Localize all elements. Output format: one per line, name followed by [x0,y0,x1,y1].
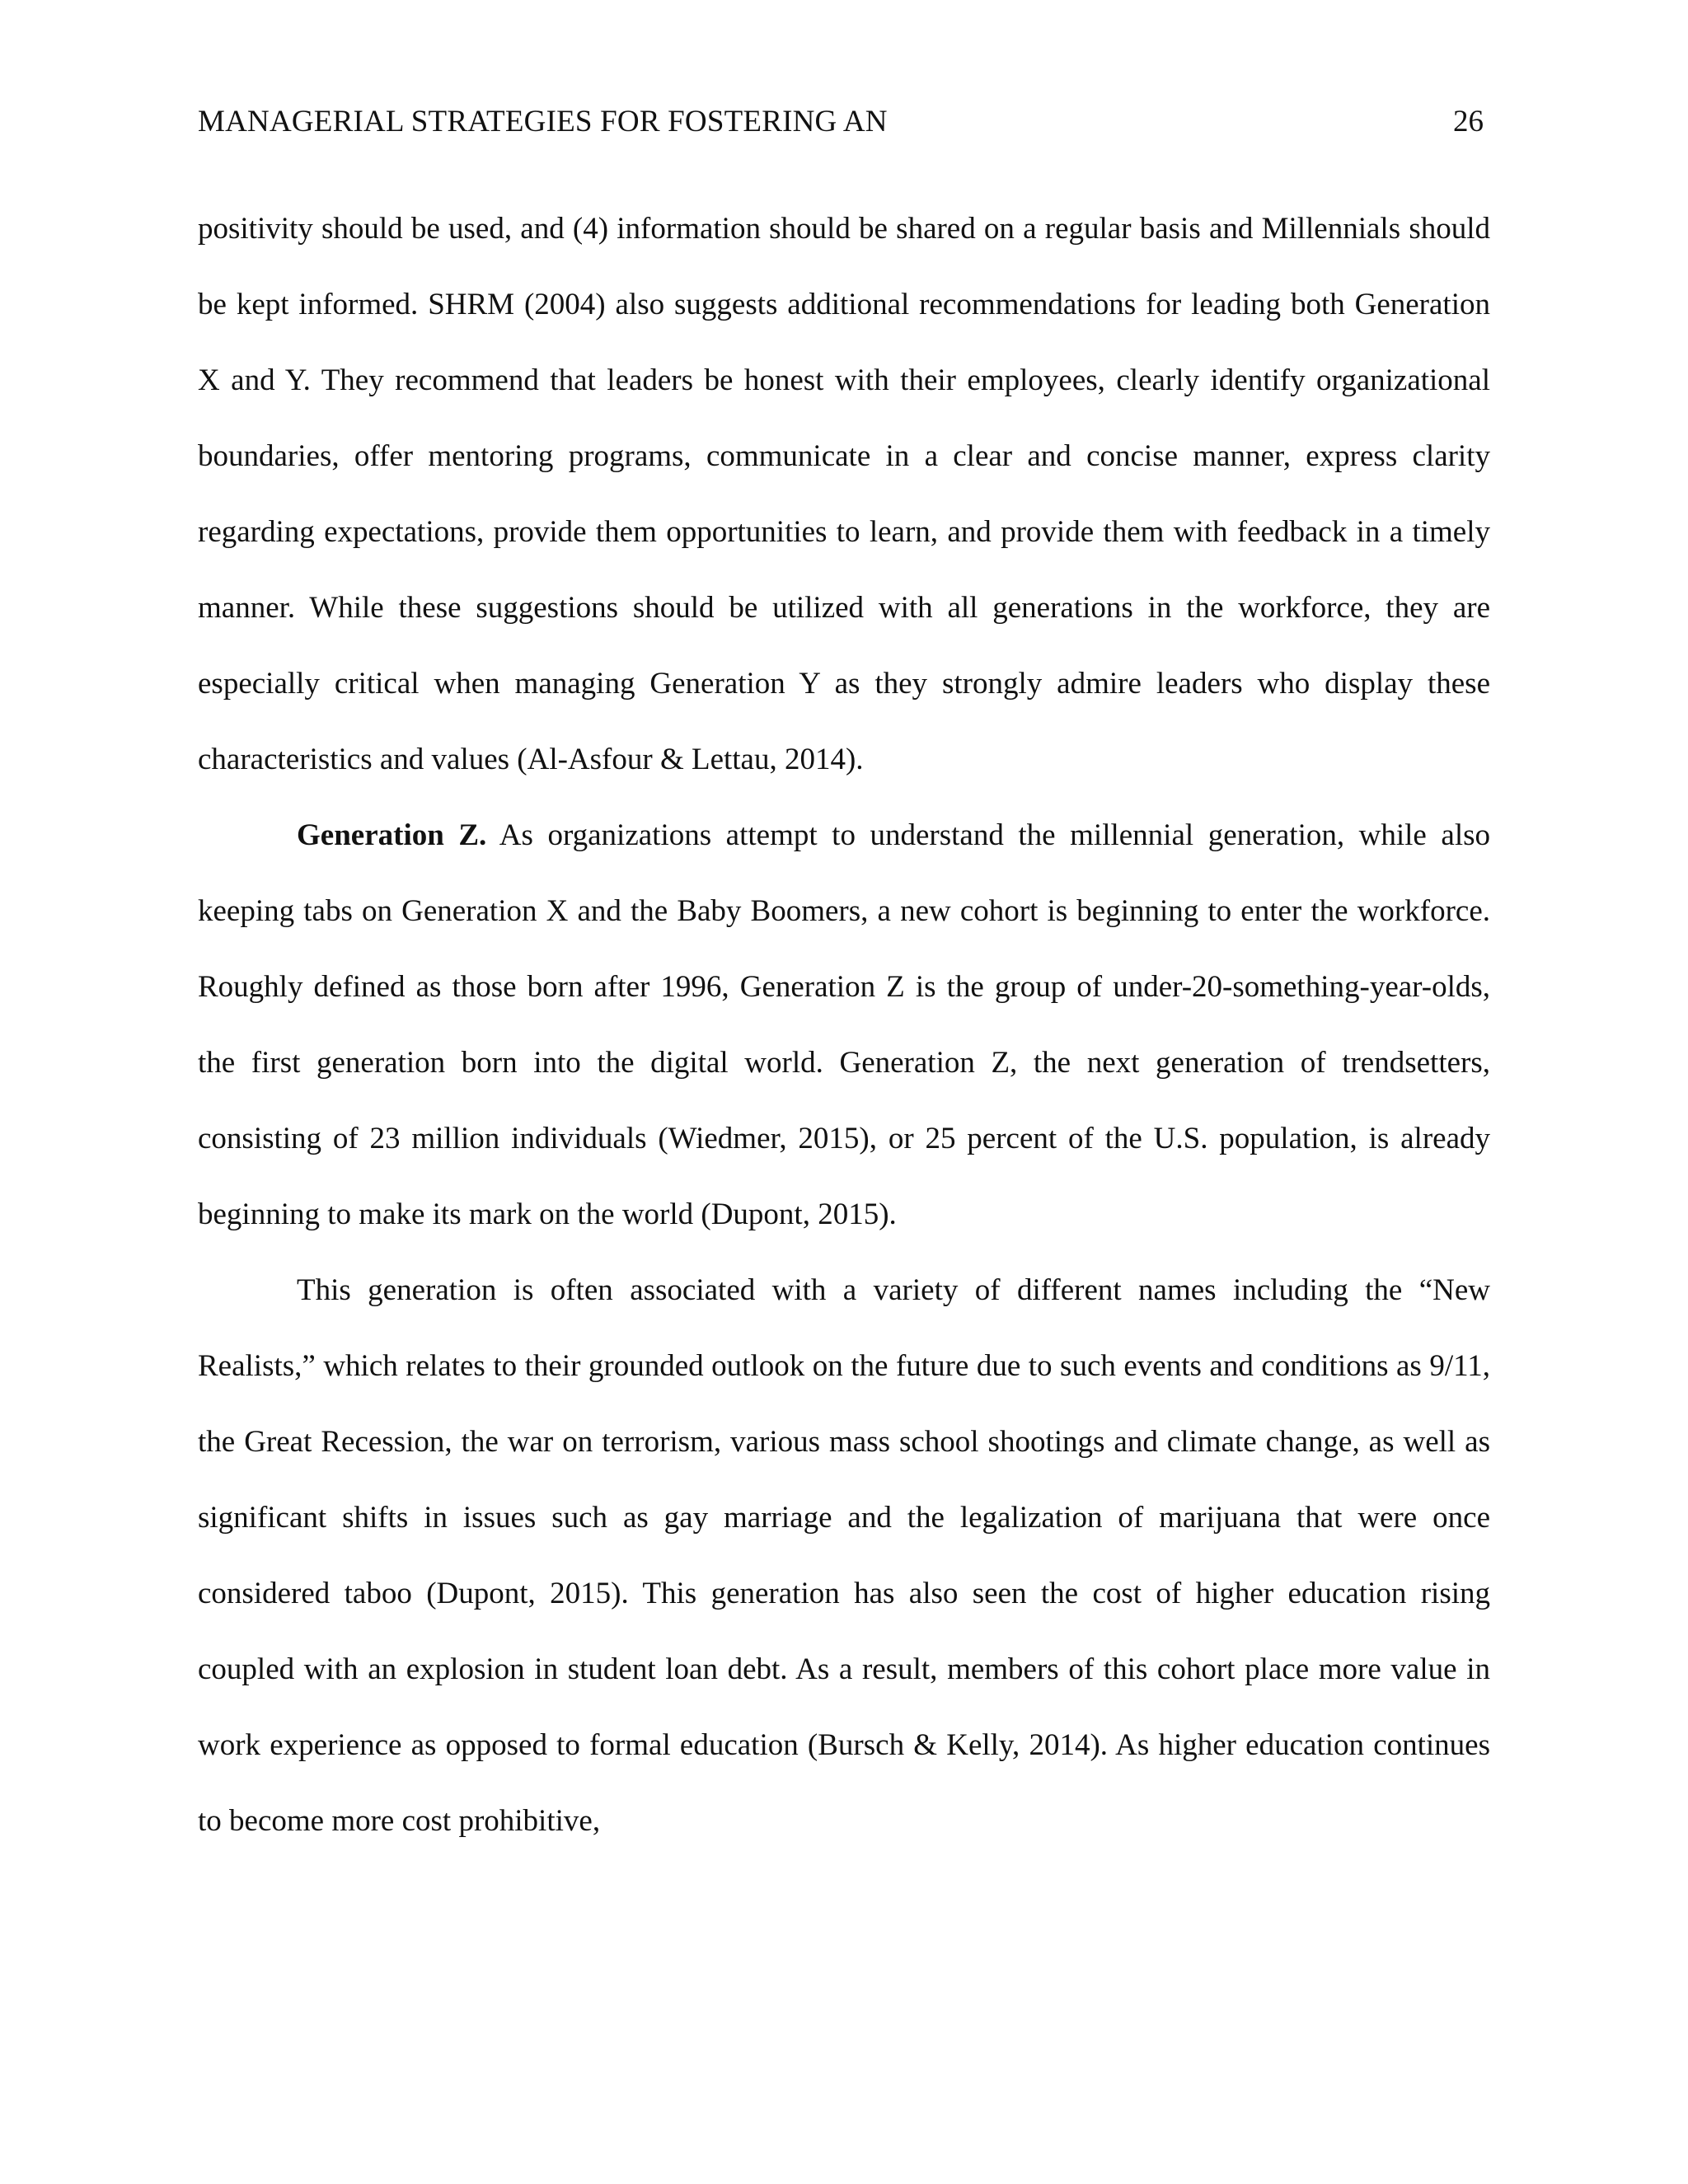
paragraph-new-realists [198,1253,1490,1859]
paragraph-text: positivity should be used, and (4) information should be shared on a regular basis and Millennials should be kept informed. SHRM (2004) also suggests additional recommendations for leading both Generation X and Y. They recommend that leaders be honest with their employees, clearly identify organizational boundaries, offer mentoring programs, communicate in a clear and concise manner, express clarity regarding expectations, provide them opportunities to learn, and provide them with feedback in a timely manner. While these suggestions should be utilized with all generations in the workforce, they are especially critical when managing Generation Y as they strongly admire leaders who display these characteristics and values (Al-Asfour & Lettau, 2014). [198,212,1490,776]
body-text [198,191,1490,1859]
paragraph-generation-y-leadership [198,191,1490,798]
paragraph-generation-z [198,798,1490,1253]
paragraph-text: This generation is often associated with a variety of different names including the “New Realists,” which relates to their grounded outlook on the future due to such events and conditions as 9/11, the Great Recession, the war on terrorism, various mass school shootings and climate change, as well as significant shifts in issues such as gay marriage and the legalization of marijuana that were once considered taboo (Dupont, 2015). This generation has also seen the cost of higher education rising coupled with an explosion in student loan debt. As a result, members of this cohort place more value in work experience as opposed to formal education (Bursch & Kelly, 2014). As higher education continues to become more cost prohibitive, [198,1273,1490,1838]
running-head-title: MANAGERIAL STRATEGIES FOR FOSTERING AN [198,105,888,138]
paragraph-text: As organizations attempt to understand the millennial generation, while also keeping tabs on Generation X and the Baby Boomers, a new cohort is beginning to enter the workforce. Roughly defined as those born after 1996, Generation Z is the group of under-20-something-year-olds, the first generation born into the digital world. Generation Z, the next generation of trendsetters, consisting of 23 million individuals (Wiedmer, 2015), or 25 percent of the U.S. population, is already beginning to make its mark on the world (Dupont, 2015). [198,818,1490,1231]
section-heading-generation-z: Generation Z. [297,818,487,852]
running-head [198,97,1484,147]
page-number: 26 [1453,105,1484,138]
